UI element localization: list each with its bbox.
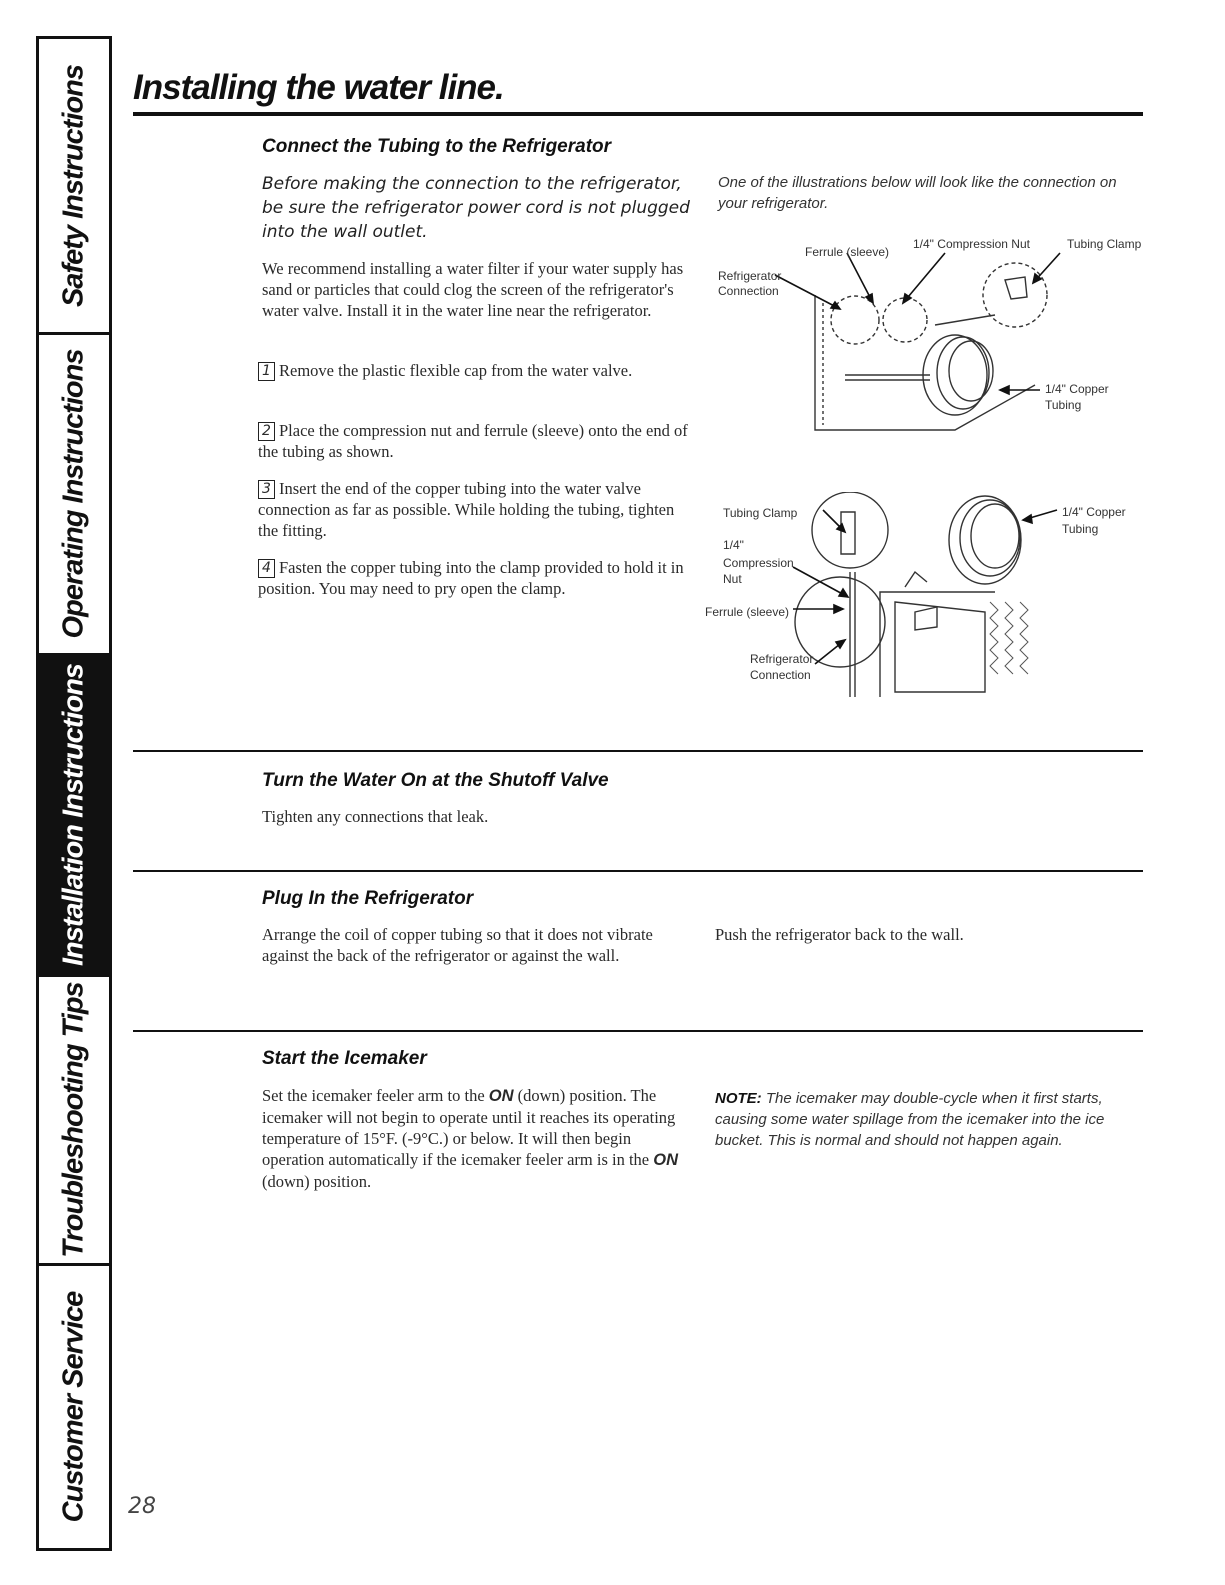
step-4	[258, 557, 688, 599]
water-on-heading: Turn the Water On at the Shutoff Valve	[262, 770, 609, 791]
icemaker-text-part: Set the icemaker feeler arm to the	[262, 1086, 489, 1105]
icemaker-text-part: (down) position.	[262, 1172, 372, 1191]
label-tubing-clamp: Tubing Clamp	[1067, 237, 1142, 251]
label-refrigerator-connection: Refrigerator	[718, 269, 782, 283]
step-text: Place the compression nut and ferrule (sleeve) onto the end of the tubing as shown.	[258, 421, 688, 461]
plug-in-text: Arrange the coil of copper tubing so that it does not vibrate against the back of the refrigerator or against the wall.	[262, 925, 653, 965]
label-refrigerator-connection: Refrigerator	[750, 652, 814, 666]
tab-customer-service[interactable]	[39, 1263, 109, 1548]
figure-note: One of the illustrations below will look like the connection on your refrigerator.	[718, 174, 1117, 212]
page-title: Installing the water line.	[133, 68, 504, 107]
step-number: 3	[258, 480, 275, 499]
tab-label: Operating Instructions	[57, 349, 90, 639]
plug-in-heading: Plug In the Refrigerator	[262, 888, 474, 909]
tab-label: Installation Instructions	[57, 663, 90, 967]
tab-label: Customer Service	[57, 1291, 90, 1523]
step-number: 2	[258, 422, 275, 441]
connect-warning: Before making the connection to the refrigerator, be sure the refrigerator power cord is not plugged into the wall outlet.	[262, 174, 690, 242]
label-refrigerator-connection: Connection	[750, 668, 811, 682]
label-tubing-clamp: Tubing Clamp	[723, 506, 798, 520]
label-refrigerator-connection: Connection	[718, 284, 779, 298]
step-number: 1	[258, 362, 275, 381]
label-copper-tubing: Tubing	[1062, 522, 1099, 536]
water-on-text: Tighten any connections that leak.	[262, 807, 489, 826]
section-tabs	[36, 36, 112, 1551]
label-compression-nut: 1/4" Compression Nut	[913, 237, 1030, 251]
connection-drawing-1	[715, 225, 1135, 470]
tab-troubleshooting-tips[interactable]	[39, 974, 109, 1263]
label-compression-nut: 1/4"	[723, 538, 744, 552]
connect-heading: Connect the Tubing to the Refrigerator	[262, 136, 612, 157]
section-divider	[133, 1030, 1143, 1032]
step-2	[258, 420, 688, 462]
icemaker-text	[262, 1085, 682, 1192]
section-divider	[133, 870, 1143, 872]
label-compression-nut: Nut	[723, 572, 742, 586]
plug-in-text-right: Push the refrigerator back to the wall.	[715, 925, 964, 944]
label-compression-nut: Compression	[723, 556, 794, 570]
step-number: 4	[258, 559, 275, 578]
label-copper-tubing: 1/4" Copper	[1045, 382, 1109, 396]
tab-installation-instructions[interactable]	[39, 653, 109, 974]
icemaker-heading: Start the Icemaker	[262, 1048, 427, 1069]
connect-intro: We recommend installing a water filter if your water supply has sand or particles that could clog the screen of the refrigerator's water valve. Install it in the water line near the refrigerator.	[262, 259, 684, 320]
on-label: ON	[653, 1151, 678, 1169]
step-text: Remove the plastic flexible cap from the water valve.	[279, 361, 633, 380]
tab-label: Troubleshooting Tips	[57, 982, 90, 1258]
tab-operating-instructions[interactable]	[39, 332, 109, 653]
section-divider	[133, 750, 1143, 752]
label-copper-tubing: 1/4" Copper	[1062, 505, 1126, 519]
label-ferrule: Ferrule (sleeve)	[705, 605, 790, 619]
note-text: The icemaker may double-cycle when it first starts, causing some water spillage from the icemaker into the ice bucket. This is normal and should not happen again.	[715, 1090, 1105, 1149]
step-text: Fasten the copper tubing into the clamp provided to hold it in position. You may need to pry open the clamp.	[258, 558, 684, 598]
connection-illustration-2	[705, 492, 1135, 712]
tab-safety-instructions[interactable]	[39, 36, 109, 332]
step-1	[258, 360, 688, 381]
label-ferrule: Ferrule (sleeve)	[805, 245, 890, 259]
on-label: ON	[488, 1087, 514, 1105]
icemaker-note	[715, 1088, 1145, 1151]
step-3	[258, 478, 688, 541]
step-text: Insert the end of the copper tubing into the water valve connection as far as possible. While holding the tubing, tighten the fitting.	[258, 479, 675, 540]
label-copper-tubing: Tubing	[1045, 398, 1082, 412]
page-number: 28	[128, 1494, 156, 1519]
tab-label: Safety Instructions	[57, 64, 90, 307]
note-label: NOTE:	[715, 1090, 762, 1107]
icemaker-text-part: (down) position. The icemaker will not begin to operate until it reaches its operating temperature of 15°F. (-9°C.) or below. It will then begin operation automatically if the icemaker feeler arm is in the	[262, 1086, 676, 1169]
title-rule	[133, 112, 1143, 116]
connection-illustration-1	[715, 225, 1142, 470]
